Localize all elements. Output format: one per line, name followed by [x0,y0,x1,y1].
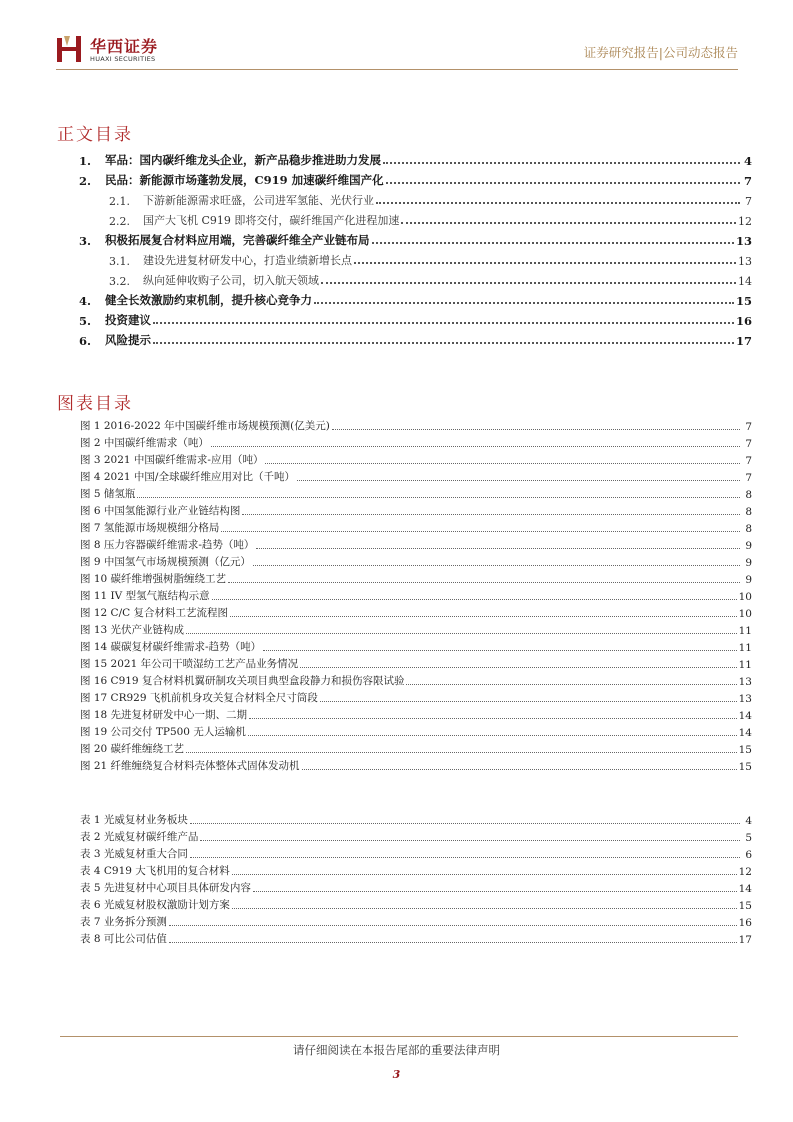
dot-leader [354,262,736,264]
table-entry-title: 表 7 业务拆分预测 [80,916,167,928]
figure-entry-title: 图 8 压力容器碳纤维需求-趋势（吨） [80,539,255,551]
table-entry-page: 4 [745,815,752,827]
figure-entry-title: 图 20 碳纤维缠绕工艺 [80,743,185,755]
toc-entry-number: 3. [79,234,92,248]
dot-leader [406,684,736,685]
dot-leader [263,650,737,651]
table-entry-page: 17 [738,934,752,946]
figure-entry-page: 13 [738,693,752,705]
dot-leader [169,942,737,943]
table-entry[interactable] [80,861,752,878]
figure-entry[interactable] [80,671,752,688]
toc-entry-title: 积极拓展复合材料应用端，完善碳纤维全产业链布局 [105,233,370,247]
figure-entry-title: 图 13 光伏产业链构成 [80,624,185,636]
brand-name-en: HUAXI SECURITIES [90,55,156,63]
toc-entry-number: 2.2. [109,215,130,228]
toc-entry[interactable] [79,248,752,268]
figure-entry-page: 9 [745,540,752,552]
table-entry-title: 表 6 光威复材股权激励计划方案 [80,899,230,911]
figure-entry[interactable] [80,501,752,518]
toc-entry-number: 3.1. [109,255,130,268]
table-entry-title: 表 8 可比公司估值 [80,933,167,945]
toc-entry-page: 13 [738,255,752,268]
table-entry-page: 12 [738,866,752,878]
toc-entry-number: 5. [79,314,92,328]
toc-entry-page: 7 [745,195,752,208]
toc-entry-number: 1. [79,154,92,168]
toc-entry-page: 16 [735,314,752,328]
table-entry-page: 15 [738,900,752,912]
figure-entry-page: 11 [738,625,752,637]
dot-leader [153,322,734,324]
toc-entry-title: 投资建议 [105,313,151,327]
toc-entry-page: 17 [735,334,752,348]
figure-entry[interactable] [80,535,752,552]
figure-entry-page: 15 [738,761,752,773]
figure-entry-page: 13 [738,676,752,688]
figure-entry[interactable] [80,484,752,501]
figure-entry-title: 图 19 公司交付 TP500 无人运输机 [80,726,246,738]
table-entry-page: 6 [745,849,752,861]
dot-leader [228,582,740,583]
figure-entry-title: 图 4 2021 中国/全球碳纤维应用对比（千吨） [80,471,295,483]
header-divider [56,69,738,70]
toc-entry[interactable] [79,308,752,328]
dot-leader [211,446,740,447]
figure-entry-page: 10 [738,608,752,620]
figures-title: 图表目录 [57,394,133,414]
toc-entry[interactable] [79,148,752,168]
toc-entry-number: 2. [79,174,92,188]
figure-entry-title: 图 11 IV 型氢气瓶结构示意 [80,590,210,602]
figure-entry-title: 图 21 纤维缠绕复合材料壳体整体式固体发动机 [80,760,300,772]
toc-entry-title: 军品：国内碳纤维龙头企业，新产品稳步推进助力发展 [105,153,381,167]
page-header [56,34,738,70]
dot-leader [230,616,737,617]
brand-name-cn: 华西证券 [90,37,159,56]
dot-leader [248,735,737,736]
toc-entry-page: 7 [743,174,752,188]
figure-entry-title: 图 3 2021 中国碳纤维需求-应用（吨） [80,454,264,466]
table-entry-title: 表 4 C919 大飞机用的复合材料 [80,865,230,877]
dot-leader [242,514,740,515]
figure-entry-title: 图 18 先进复材研发中心一期、二期 [80,709,248,721]
table-list [80,810,752,946]
figure-entry[interactable] [80,603,752,620]
figure-entry[interactable] [80,416,752,433]
figure-entry[interactable] [80,569,752,586]
table-entry[interactable] [80,895,752,912]
figure-entry[interactable] [80,552,752,569]
figure-entry-title: 图 10 碳纤维增强树脂缠绕工艺 [80,573,227,585]
toc-entry-title: 风险提示 [105,333,151,347]
toc-entry-title: 健全长效激励约束机制，提升核心竞争力 [105,293,312,307]
toc-entry[interactable] [79,188,752,208]
figure-entry-page: 11 [738,642,752,654]
table-entry-page: 14 [738,883,752,895]
table-entry[interactable] [80,878,752,895]
figure-entry[interactable] [80,705,752,722]
figure-entry-page: 7 [745,472,752,484]
figure-entry-title: 图 6 中国氢能源行业产业链结构图 [80,505,241,517]
toc-entry-title: 纵向延伸收购子公司，切入航天领域 [143,274,319,287]
toc-entry-number: 3.2. [109,275,130,288]
table-entry[interactable] [80,827,752,844]
dot-leader [169,925,737,926]
dot-leader [212,599,737,600]
figure-entry[interactable] [80,467,752,484]
figure-entry-page: 7 [745,455,752,467]
toc-entry-page: 12 [738,215,752,228]
dot-leader [321,282,736,284]
toc-entry-page: 13 [735,234,752,248]
huaxi-logo-icon [56,34,82,64]
toc-entry-number: 4. [79,294,92,308]
figure-entry[interactable] [80,756,752,773]
figure-entry-title: 图 15 2021 年公司干喷湿纺工艺产品业务情况 [80,658,299,670]
legal-notice: 请仔细阅读在本报告尾部的重要法律声明 [293,1043,500,1057]
figure-entry-page: 14 [738,727,752,739]
dot-leader [186,752,737,753]
toc-entry-number: 6. [79,334,92,348]
toc-entry-title: 国产大飞机 C919 即将交付，碳纤维国产化进程加速 [143,214,400,227]
toc-entry[interactable] [79,268,752,288]
dot-leader [232,908,737,909]
toc-entry[interactable] [79,228,752,248]
dot-leader [332,429,740,430]
dot-leader [190,857,740,858]
dot-leader [253,565,740,566]
figure-entry[interactable] [80,433,752,450]
figure-entry[interactable] [80,637,752,654]
figure-entry[interactable] [80,450,752,467]
toc-entry[interactable] [79,288,752,308]
dot-leader [137,497,740,498]
dot-leader [376,202,740,204]
dot-leader [256,548,740,549]
dot-leader [221,531,740,532]
dot-leader [265,463,740,464]
toc-entry-title: 建设先进复材研发中心，打造业绩新增长点 [143,254,352,267]
figure-entry-title: 图 1 2016-2022 年中国碳纤维市场规模预测(亿美元) [80,420,330,432]
figure-entry[interactable] [80,722,752,739]
dot-leader [302,769,737,770]
figure-list [80,416,752,773]
dot-leader [372,242,734,244]
dot-leader [386,182,740,184]
figure-entry[interactable] [80,688,752,705]
toc-entry[interactable] [79,328,752,348]
figure-entry-page: 9 [745,557,752,569]
figure-entry-page: 9 [745,574,752,586]
table-entry-title: 表 5 先进复材中心项目具体研发内容 [80,882,251,894]
toc-entry[interactable] [79,208,752,228]
toc-list [79,148,752,348]
dot-leader [232,874,737,875]
page-number: 3 [392,1068,401,1081]
toc-entry-title: 下游新能源需求旺盛，公司进军氢能、光伏行业 [143,194,374,207]
toc-title: 正文目录 [57,125,133,145]
figure-entry-page: 11 [738,659,752,671]
figure-entry[interactable] [80,586,752,603]
toc-entry-page: 15 [735,294,752,308]
dot-leader [297,480,740,481]
figure-entry-title: 图 5 储氢瓶 [80,488,136,500]
dot-leader [253,891,737,892]
table-entry[interactable] [80,810,752,827]
figure-entry-page: 8 [745,506,752,518]
figure-entry[interactable] [80,518,752,535]
figure-entry-page: 8 [745,523,752,535]
toc-entry-title: 民品：新能源市场蓬勃发展，C919 加速碳纤维国产化 [105,173,384,187]
table-entry[interactable] [80,929,752,946]
dot-leader [320,701,737,702]
figure-entry-title: 图 14 碳碳复材碳纤维需求-趋势（吨） [80,641,262,653]
report-type: 证券研究报告|公司动态报告 [583,45,738,60]
dot-leader [153,342,734,344]
figure-entry-page: 10 [738,591,752,603]
figure-entry-page: 14 [738,710,752,722]
figure-entry-title: 图 16 C919 复合材料机翼研制攻关项目典型盒段静力和损伤容限试验 [80,675,405,687]
figure-entry-page: 8 [745,489,752,501]
dot-leader [314,302,734,304]
toc-entry-page: 4 [743,154,752,168]
toc-entry[interactable] [79,168,752,188]
figure-entry[interactable] [80,620,752,637]
table-entry-page: 5 [745,832,752,844]
dot-leader [401,222,736,224]
table-entry[interactable] [80,912,752,929]
figure-entry-title: 图 17 CR929 飞机前机身攻关复合材料全尺寸筒段 [80,692,318,704]
figure-entry[interactable] [80,739,752,756]
figure-entry-title: 图 7 氢能源市场规模细分格局 [80,522,220,534]
table-entry-title: 表 2 光威复材碳纤维产品 [80,831,199,843]
dot-leader [300,667,737,668]
table-entry[interactable] [80,844,752,861]
dot-leader [249,718,737,719]
figure-entry-page: 15 [738,744,752,756]
toc-entry-page: 14 [738,275,752,288]
figure-entry-title: 图 9 中国氢气市场规模预测（亿元） [80,556,251,568]
table-entry-page: 16 [738,917,752,929]
figure-entry-title: 图 2 中国碳纤维需求（吨） [80,437,209,449]
footer-divider [60,1036,738,1037]
figure-entry-page: 7 [745,421,752,433]
table-entry-title: 表 3 光威复材重大合同 [80,848,188,860]
figure-entry[interactable] [80,654,752,671]
figure-entry-title: 图 12 C/C 复合材料工艺流程图 [80,607,228,619]
table-entry-title: 表 1 光威复材业务板块 [80,814,188,826]
dot-leader [186,633,737,634]
dot-leader [190,823,740,824]
dot-leader [200,840,740,841]
dot-leader [383,162,740,164]
toc-entry-number: 2.1. [109,195,130,208]
figure-entry-page: 7 [745,438,752,450]
